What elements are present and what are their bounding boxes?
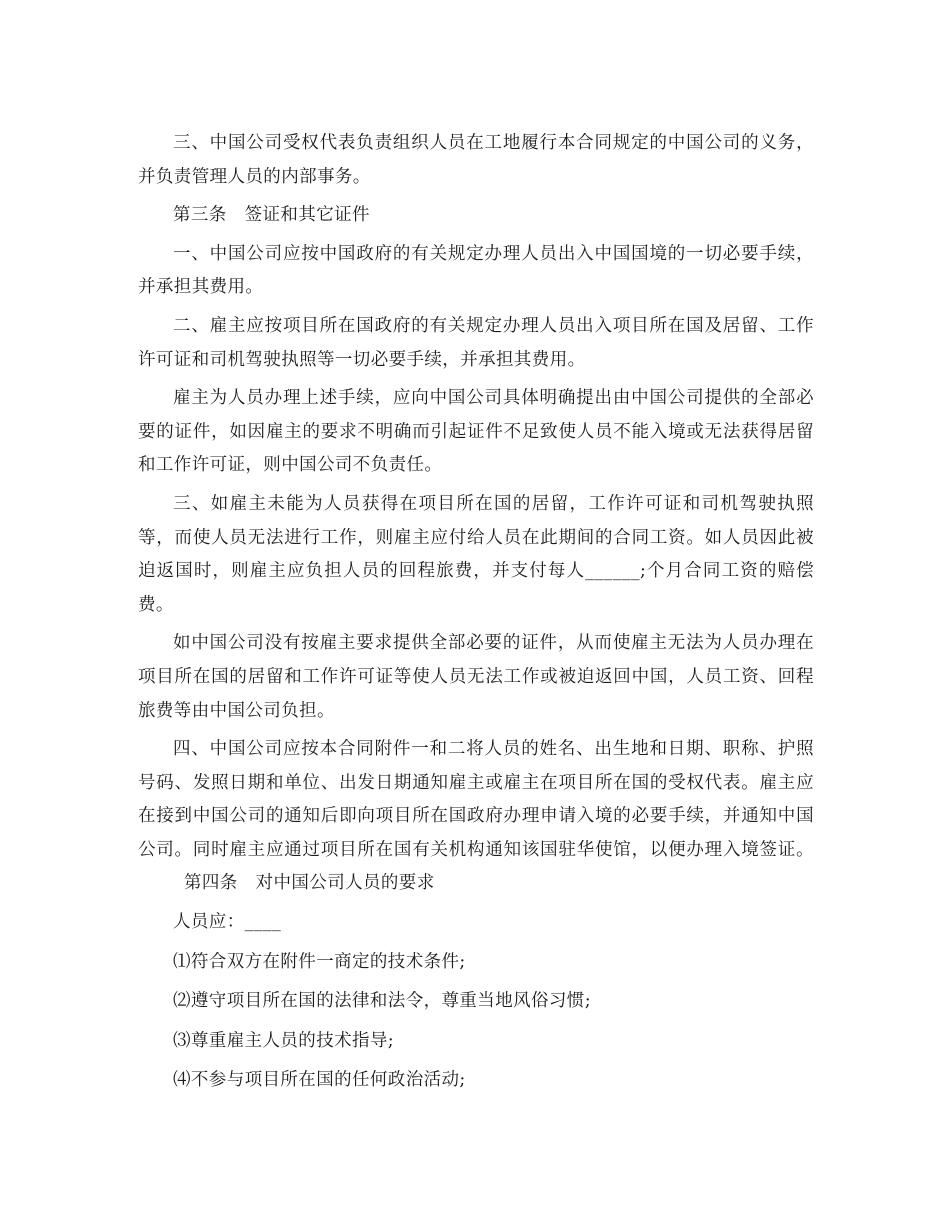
- paragraph: 如中国公司没有按雇主要求提供全部必要的证件，从而使雇主无法为人员办理在项目所在国的居留和工作许可证等使人员无法工作或被迫返回中国，人员工资、回程旅费等由中国公司负担。: [138, 633, 814, 721]
- paragraph: 雇主为人员办理上述手续，应向中国公司具体明确提出由中国公司提供的全部必要的证件，如因雇主的要求不明确而引起证件不足致使人员不能入境或无法获得居留和工作许可证，则中国公司不负责任。: [138, 388, 814, 476]
- requirement-item: ⑶尊重雇主人员的技术指导;: [173, 1030, 395, 1051]
- article-heading: 第四条 对中国公司人员的要求: [184, 873, 435, 894]
- document-body: [138, 127, 814, 1104]
- paragraph: 三、如雇主未能为人员获得在项目所在国的居留，工作许可证和司机驾驶执照等，而使人员无法进行工作，则雇主应付给人员在此期间的合同工资。如人员因此被迫返国时，则雇主应负担人员的回程旅费，并支付每人______;个月合同工资的赔偿费。: [138, 493, 814, 615]
- paragraph-text: 四、中国公司应按本合同附件一和二将人员的姓名、出生地和日期、职称、护照号码、发照日期和单位、出发日期通知雇主或雇主在项目所在国的受权代表。雇主应在接到中国公司的通知后即向项目所在国政府办理申请入境的必要手续，并通知中国公司。同时雇主应通过项目所在国有关机构通知该国驻华使馆，以便办理入境签证。: [138, 739, 814, 860]
- article-heading: 第三条 签证和其它证件: [173, 205, 370, 226]
- paragraph: 三、中国公司受权代表负责组织人员在工地履行本合同规定的中国公司的义务，并负责管理人员的内部事务。: [138, 133, 814, 187]
- requirements-intro: 人员应：____: [173, 912, 282, 933]
- paragraph: 一、中国公司应按中国政府的有关规定办理人员出入中国国境的一切必要手续，并承担其费用。: [138, 243, 814, 298]
- requirement-item: ⑷不参与项目所在国的任何政治活动;: [173, 1070, 466, 1091]
- paragraph: 二、雇主应按项目所在国政府的有关规定办理人员出入项目所在国及居留、工作许可证和司机驾驶执照等一切必要手续，并承担其费用。: [138, 315, 814, 370]
- requirement-item: ⑵遵守项目所在国的法律和法令，尊重当地风俗习惯;: [173, 991, 591, 1012]
- paragraph-with-heading: [138, 733, 814, 901]
- requirement-item: ⑴符合双方在附件一商定的技术条件;: [173, 951, 466, 972]
